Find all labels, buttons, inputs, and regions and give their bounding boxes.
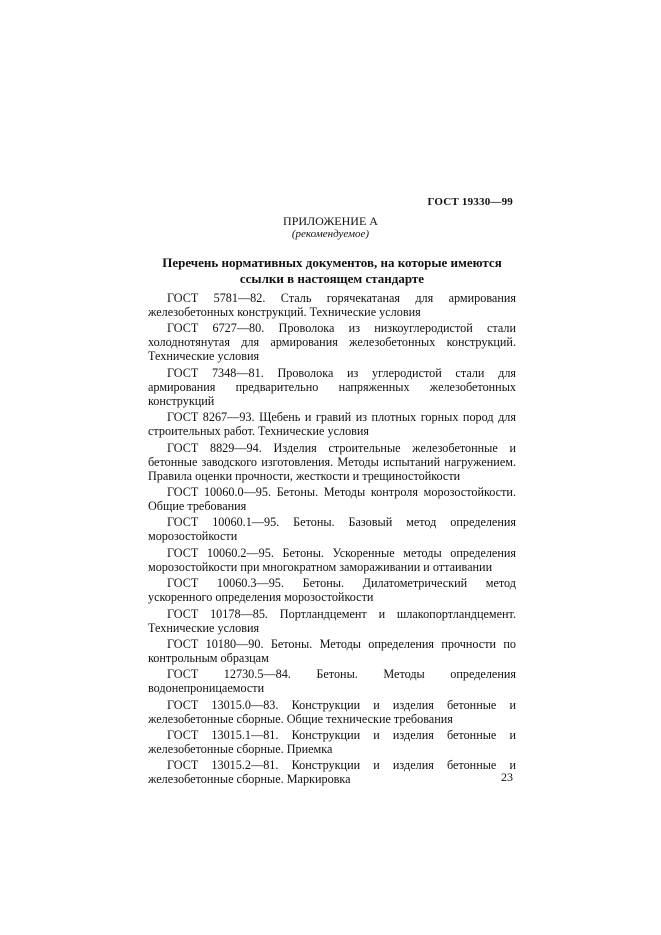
reference-entry — [148, 546, 516, 574]
reference-entry — [148, 366, 516, 408]
reference-code: ГОСТ 7348—81. — [167, 365, 264, 380]
reference-code: ГОСТ 6727—80. — [167, 321, 265, 336]
section-heading: Перечень нормативных документов, на которые имеются ссылки в настоящем стандарте — [162, 255, 502, 286]
reference-entry — [148, 515, 516, 543]
reference-text: Бетоны. Ускоренные методы определения морозостойкости при многократном замораживании и оттаивании — [148, 545, 516, 574]
reference-code: ГОСТ 8267—93. — [167, 410, 255, 425]
reference-entry — [148, 291, 516, 319]
reference-code: ГОСТ 8829—94. — [167, 440, 262, 455]
reference-text: Бетоны. Дилатометрический метод ускоренного определения морозостойкости — [148, 576, 516, 605]
reference-code: ГОСТ 12730.5—84. — [167, 667, 291, 682]
reference-entry — [148, 441, 516, 483]
reference-text: Бетоны. Методы определения водонепроницаемости — [148, 667, 516, 696]
reference-code: ГОСТ 13015.2—81. — [167, 758, 279, 773]
reference-entry — [148, 637, 516, 665]
reference-text: Изделия строительные железобетонные и бетонные заводского изготовления. Методы испытаний нагружением. Правила оценки прочности, жесткости и трещиностойкости — [148, 440, 516, 483]
reference-text: Портландцемент и шлакопортландцемент. Технические условия — [148, 606, 516, 635]
reference-text: Бетоны. Методы определения прочности по контрольным образцам — [148, 636, 516, 665]
reference-text: Бетоны. Методы контроля морозостойкости. Общие требования — [148, 484, 516, 513]
reference-text: Бетоны. Базовый метод определения морозостойкости — [148, 515, 516, 544]
appendix-title: ПРИЛОЖЕНИЕ А — [283, 214, 378, 228]
reference-entry — [148, 321, 516, 363]
appendix-subtitle: (рекомендуемое) — [291, 228, 370, 240]
reference-text: Конструкции и изделия бетонные и железобетонные сборные. Приемка — [148, 728, 516, 757]
reference-text: Конструкции и изделия бетонные и железобетонные сборные. Маркировка — [148, 758, 516, 787]
reference-text: Щебень и гравий из плотных горных пород для строительных работ. Технические условия — [148, 410, 516, 439]
reference-text: Сталь горячекатаная для армирования железобетонных конструкций. Технические условия — [148, 291, 516, 319]
reference-code: ГОСТ 13015.1—81. — [167, 728, 279, 743]
standard-code: ГОСТ 19330—99 — [427, 196, 513, 208]
reference-entry — [148, 410, 516, 438]
reference-code: ГОСТ 10060.0—95. — [167, 484, 271, 499]
reference-code: ГОСТ 10060.2—95. — [167, 545, 274, 560]
reference-entry — [148, 667, 516, 695]
reference-text: Конструкции и изделия бетонные и железобетонные сборные. Общие технические требования — [148, 697, 516, 726]
reference-text: Проволока из углеродистой стали для армирования предварительно напряженных железобетонных конструкций — [148, 365, 517, 408]
reference-entry — [148, 698, 516, 726]
reference-entry — [148, 758, 516, 786]
reference-code: ГОСТ 10060.1—95. — [167, 515, 280, 530]
reference-entry — [148, 728, 516, 756]
reference-text: Проволока из низкоуглеродистой стали холоднотянутая для армирования железобетонных конструкций. Технические условия — [148, 321, 516, 364]
reference-code: ГОСТ 5781—82. — [167, 291, 266, 305]
reference-code: ГОСТ 13015.0—83. — [167, 697, 279, 712]
reference-code: ГОСТ 10060.3—95. — [167, 576, 284, 591]
reference-list — [148, 291, 516, 789]
reference-code: ГОСТ 10180—90. — [167, 636, 264, 651]
reference-entry — [148, 607, 516, 635]
reference-entry — [148, 485, 516, 513]
page-number: 23 — [501, 770, 513, 784]
reference-entry — [148, 576, 516, 604]
reference-code: ГОСТ 10178—85. — [167, 606, 268, 621]
